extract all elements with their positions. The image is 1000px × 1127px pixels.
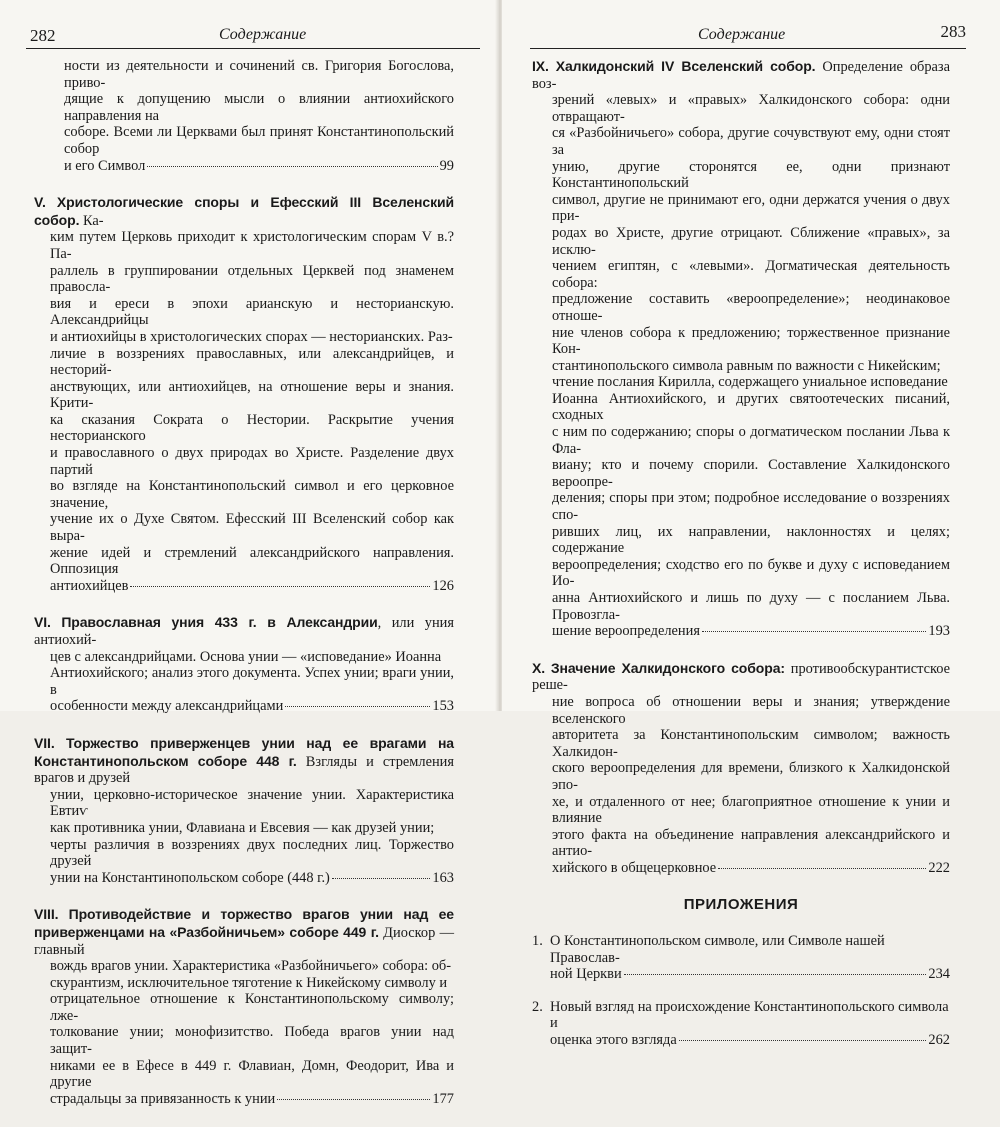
entry-text: дящие к допущению мысли о влиянии антиохийского направления на [64,91,454,124]
toc-appendix-1[interactable]: 1. О Константинопольском символе, или Символе нашей Православ- ной Церкви 234 [532,933,950,983]
running-title: Содержание [219,26,307,43]
page-ref: 234 [928,966,950,983]
entry-title: Значение Халкидонского собора: [550,659,785,676]
entry-first-line: VII. Торжество приверженцев унии над ее врагами на Константинопольском соборе 448 г. Взгляды и стремления врагов и друзей [34,734,455,787]
running-head [0,22,498,46]
leader-dots [679,1040,927,1041]
page-ref: 193 [928,623,950,640]
entry-last-line: унии на Константинопольском соборе (448 г.) 163 [50,869,454,886]
left-page [0,0,498,1107]
running-title: Содержание [698,26,786,43]
toc-entry-v[interactable]: V. Христологические споры и Ефесский III Вселенский собор. Ка- ким путем Церковь приходит к христологическим спорам V в.? Па- раллель в группировании отдельных Церквей под знаменем правосла- вия и ереси в эпохи арианскую и несторианскую. Александрийцы и антиохийцы в христологических спорах — несторианских. Раз- личие в воззрениях православных, или александрийцев, и несторий- анствующих, или антиохийцев, на отношение веры и знания. Крити- ка сказания Сократа о Нестории. Раскрытие учения несторианского и православного о двух природах во Христе. Разделение двух партий во взгляде на Константинопольский символ и его церковное значение, учение их о Духе Святом. Ефесский III Вселенский собор как выра- жение идей и стремлений александрийского направления. Оппозиция антиохийцев 126 [34,194,454,594]
page-number: 282 [30,26,56,45]
entry-number: 1. [532,933,543,950]
entry-last-line: и его Символ 99 [64,157,454,174]
entry-title: Христологические споры и Ефесский III Вселенский собор. [34,194,454,228]
entry-number: X. [532,659,546,676]
entry-title: Торжество приверженцев унии над ее врагами на Константинопольском соборе 448 г. [34,734,454,769]
page-ref: 177 [432,1090,454,1107]
toc-entry-viii[interactable]: VIII. Противодействие и торжество врагов унии над ее приверженцами на «Разбойничьем» соборе 449 г. Диоскор — главный вождь врагов унии. Характеристика «Разбойничьего» собора: об- скурантизм, исключительное тяготение к Никейскому символу и отрицательное отношение к Константинопольскому символу; лже- толкование унии; монофизитство. Победа врагов унии над защит- никами ее в Ефесе в 449 г. Флавиан, Домн, Феодорит, Ива и другие страдальцы за привязанность к унии 177 [34,906,454,1107]
entry-text: ности из деятельности и сочинений св. Григория Богослова, приво- [64,58,454,91]
leader-dots [624,974,927,975]
entry-title: Противодействие и торжество врагов унии над ее приверженцами на «Разбойничьем» соборе 449 г. [34,906,454,940]
entry-first-line: X. Значение Халкидонского собора: противообскурантистское реше- [532,659,950,694]
entry-last-line: оценка этого взгляда 262 [550,1032,950,1049]
entry-first-line: IX. Халкидонский IV Вселенский собор. Определение образа воз- [532,58,951,92]
page-ref: 99 [439,157,454,174]
page-number: 283 [940,22,966,41]
leader-dots [718,868,926,869]
leader-dots [702,631,926,632]
leader-dots [285,706,430,707]
toc-entry-vi[interactable]: VI. Православная уния 433 г. в Александрии, или уния антиохий- цев с александрийцами. Основа унии — «исповедание» Иоанна Антиохийского; анализ этого документа. Успех унии; враги унии, в особенности между александрийцами 153 [34,614,454,715]
entry-title: Халкидонский IV Вселенский собор. [555,58,816,74]
toc-entry-continuation[interactable] [50,58,454,174]
entry-title: Православная уния 433 г. в Александрии [61,614,378,631]
entry-number: 2. [532,998,543,1015]
toc-entry-ix[interactable]: IX. Халкидонский IV Вселенский собор. Определение образа воз- зрений «левых» и «правых» Халкидонского собора: одни отвращают- ся «Разбойничьего» собора, другие сочувствуют ему, одни стоят за унию, другие сторонятся ее, одни признают Константинопольский символ, другие не принимают его, одни держатся учения о двух при- родах во Христе, другие отрицают. Сближение «правых», за исклю- чением египтян, с «левыми». Догматическая деятельность собора: предложение составить «вероопределение»; неодинаковое отноше- ние членов собора к предложению; торжественное признание Кон- стантинопольского символа равным по важности с Никейским; чтение послания Кирилла, содержащего униальное исповедание Иоанна Антиохийского, и других святоотеческих писаний, сходных с ним по содержанию; споры о догматическом послании Льва к Фла- виану; кто и почему спорили. Составление Халкидонского вероопре- деления; споры при этом; подробное исследование о воззрениях спо- ривших лиц, их направлении, наклонностях и целях; содержание вероопределения; сходство его по букве и духу с исповеданием Ио- анна Антиохийского и лишь по духу — с посланием Льва. Провозгла- шение вероопределения 193 [532,58,951,640]
entry-last-line: антиохийцев 126 [50,577,454,594]
entry-text: соборе. Всеми ли Церквами был принят Константинопольский собор [64,124,454,157]
toc-appendix-2[interactable]: 2. Новый взгляд на происхождение Константинопольского символа и оценка этого взгляда 262 [532,998,950,1049]
page-ref: 222 [928,859,950,876]
page-ref: 153 [432,698,454,715]
toc-entry-vii[interactable]: VII. Торжество приверженцев унии над ее врагами на Константинопольском соборе 448 г. Взгляды и стремления врагов и друзей унии, церковно-историческое значение унии. Характеристика Евтиѵ как противника унии, Флавиана и Евсевия — как друзей унии; черты различия в воззрениях двух последних лиц. Торжество друзей унии на Константинопольском соборе (448 г.) 163 [34,734,455,886]
right-page [502,0,1000,1049]
page-ref: 163 [432,869,454,886]
appendix-heading: ПРИЛОЖЕНИЯ [683,895,799,913]
leader-dots [130,586,430,587]
toc-list [532,58,950,1065]
entry-first-line: V. Христологические споры и Ефесский III Вселенский собор. Ка- [34,194,454,229]
toc-list [34,58,455,1127]
leader-dots [147,166,437,167]
header-rule [530,48,966,49]
entry-number: V. [34,194,46,211]
entry-last-line: особенности между александрийцами 153 [50,698,454,715]
entry-number: IX. [532,58,549,74]
leader-dots [277,1099,430,1100]
entry-last-line: ной Церкви 234 [550,966,950,983]
toc-entry-x[interactable]: X. Значение Халкидонского собора: противообскурантистское реше- ние вопроса об отношении веры и знания; утверждение вселенского авторитета за Константинопольским символом; важность Халкидон- ского вероопределения для времени, близкого к Халкидонской эпо- хе, и отдаленного от нее; благоприятное отношение к унии и влияние этого факта на объединение направления александрийского и антио- хийского в общецерковное 222 [532,659,950,876]
entry-first-line: VIII. Противодействие и торжество врагов унии над ее приверженцами на «Разбойничьем» соборе 449 г. Диоскор — главный [34,906,454,958]
entry-last-line: страдальцы за привязанность к унии 177 [50,1090,454,1107]
entry-number: VII. [34,734,55,751]
entry-number: VIII. [34,906,59,923]
entry-number: VI. [34,614,51,631]
header-rule [26,48,480,49]
page-ref: 262 [928,1032,950,1049]
page-ref: 126 [432,577,454,594]
running-head [502,22,1000,46]
entry-first-line: VI. Православная уния 433 г. в Александрии, или уния антиохий- [34,614,454,648]
entry-last-line: хийского в общецерковное 222 [552,859,950,876]
entry-last-line: шение вероопределения 193 [552,623,950,640]
leader-dots [332,878,431,879]
